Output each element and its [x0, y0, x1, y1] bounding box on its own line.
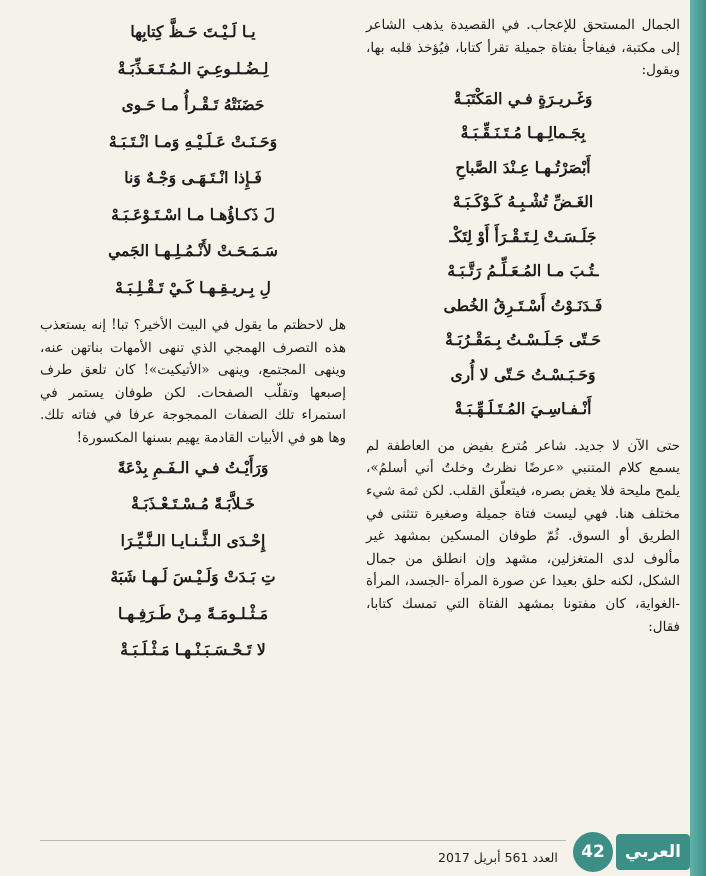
verse-line: فَـدَنَـوْتُ أَسْـتَـرِقُ الخُطى	[443, 295, 603, 315]
verse-line: مَـثْـلـومَـةً مِـنْ طَـرَفِـهـا	[117, 603, 269, 623]
verse-line: لا تَـحْـسَـبَـنْـهـا مَـثْـلَـبَـةْ	[120, 640, 266, 660]
analysis-paragraph: حتى الآن لا جديد. شاعر مُترع بفيض من العاطفة لم يسمع كلام المتنبي «عرضًا نظرتُ وخلتُ أني أسلمُ»، يلمح مليحة فلا يغض بصره، فيتعلّق القلب. لكن ثمة شيء مختلف هنا. فهي ليست فتاة جميلة وصغيرة تتثنى في الطريق أو السوق. ثُمّ طوفان المسكين بمشهد غير مألوف لدى المتغزلين، مشهد وإن انطلق من جمال الشكل، لكنه حلق بعيدا عن صورة المرأة -الجسد، المرأة -الغواية، كان مفتونا بمشهد الفتاة التي تمسك كتابا، فقال:	[366, 437, 680, 635]
intro-paragraph: الجمال المستحق للإعجاب. في القصيدة يذهب الشاعر إلى مكتبة، فيفاجأ بفتاة جميلة تقرأ كتابا، فيُؤخذ قلبه بها، ويقول:	[366, 17, 680, 79]
verse-line: وَغَـريـرَةٍ فـي المَكْتَبَـةْ	[453, 88, 593, 108]
verse-line: أَنْـفـاسِـيَ المُـتَـلَـهِّـبَـةْ	[454, 399, 592, 419]
verse-line: جَلَـسَـتْ لِـتَـقْـرَأَ أَوْ لِتَكْـ	[449, 226, 597, 246]
verse-line: فَـإِذا انْـتَـهَـى وَجْـهٌ وَنا	[124, 168, 262, 187]
verse-line: لِـضُـلـوعِـيَ الـمُـتَـعَـذِّبَـةْ	[117, 58, 269, 78]
left-column	[40, 14, 346, 669]
page-edge	[690, 0, 706, 876]
poem-excerpt-1	[366, 82, 680, 427]
verse-line: وَحَـبَـسْـتُ حَـتّى لا أُرى	[450, 364, 596, 384]
magazine-logo-text: العربي	[625, 842, 681, 862]
poem-excerpt-2	[40, 14, 346, 306]
verse-line: حَضَنَتْهُ تَـقْـرأُ مـا حَـوى	[121, 95, 265, 114]
poem-excerpt-3	[40, 450, 346, 669]
page-number: 42	[573, 832, 613, 872]
verse-line: إِحْـدَى الـثَّـنـايـا الـنَّـيِّـرَا	[120, 530, 266, 550]
verse-line: حَـتّى جَـلَـسْـتُ بِـمَقْـرُبَـةْ	[445, 330, 601, 350]
magazine-logo	[616, 834, 690, 870]
right-column	[366, 14, 680, 638]
verse-line: أَبْصَرْتُـهـا عِـنْدَ الصَّباحِ	[455, 157, 591, 177]
verse-line: يـا لَـيْـتَ حَـظَّ كِتابِها	[130, 22, 256, 41]
page-footer	[0, 828, 706, 876]
verse-line: لَ ذَكـاؤُهـا مـا اسْـتَـوْعَـبَـهْ	[111, 204, 275, 224]
verse-line: وَرَأَيْـتُ فـي الـفَـمِ بِدْعَةً	[117, 457, 269, 477]
verse-line: بِجَـمالِـهـا مُـتَـنَـقِّـبَـةْ	[460, 123, 586, 143]
footer-divider	[40, 840, 566, 841]
issue-info: العدد 561 أبريل 2017	[438, 850, 558, 865]
verse-line: تِ بَـدَتْ وَلَـيْـسَ لَـهـا شَبَهْ	[110, 567, 276, 587]
verse-line: خَـلاَّبَـةً مُـسْـتَـعْـذَبَـةْ	[131, 494, 255, 514]
verse-line: وَحَـنَـتْ عَـلَـيْـهِ وَمـا انْـتَـبَـهْ	[108, 131, 278, 151]
verse-line: ـتُـبَ مـا المُـعَـلِّـمُ رَتَّـبَـهْ	[447, 261, 599, 281]
commentary-paragraph: هل لاحظتم ما يقول في البيت الأخير؟ تبا! إنه يستعذب هذه التصرف الهمجي الذي تنهى الأمهات بناتهن عنه، وينهى المجتمع، وينهى «الأتيكيت»! كان تلعق طرف إصبعها وتقلّب الصفحات. لكن طوفان يستمر في استمراء تلك الصفات الممجوجة عرفا في فتاته تلك. وها هو في الأبيات القادمة يهيم بسنها المكسورة!	[40, 317, 346, 446]
verse-line: لِ بِـريـقِـهـا كَـيْ تَـقْـلِـبَـهْ	[115, 277, 271, 297]
verse-line: الغَـضِّ تُشْـبِـهُ كَـوْكَـبَـهْ	[452, 192, 594, 212]
verse-line: سَـمَـحَـتْ لأَنْـمُـلِـهـا الجَمي	[108, 241, 278, 260]
